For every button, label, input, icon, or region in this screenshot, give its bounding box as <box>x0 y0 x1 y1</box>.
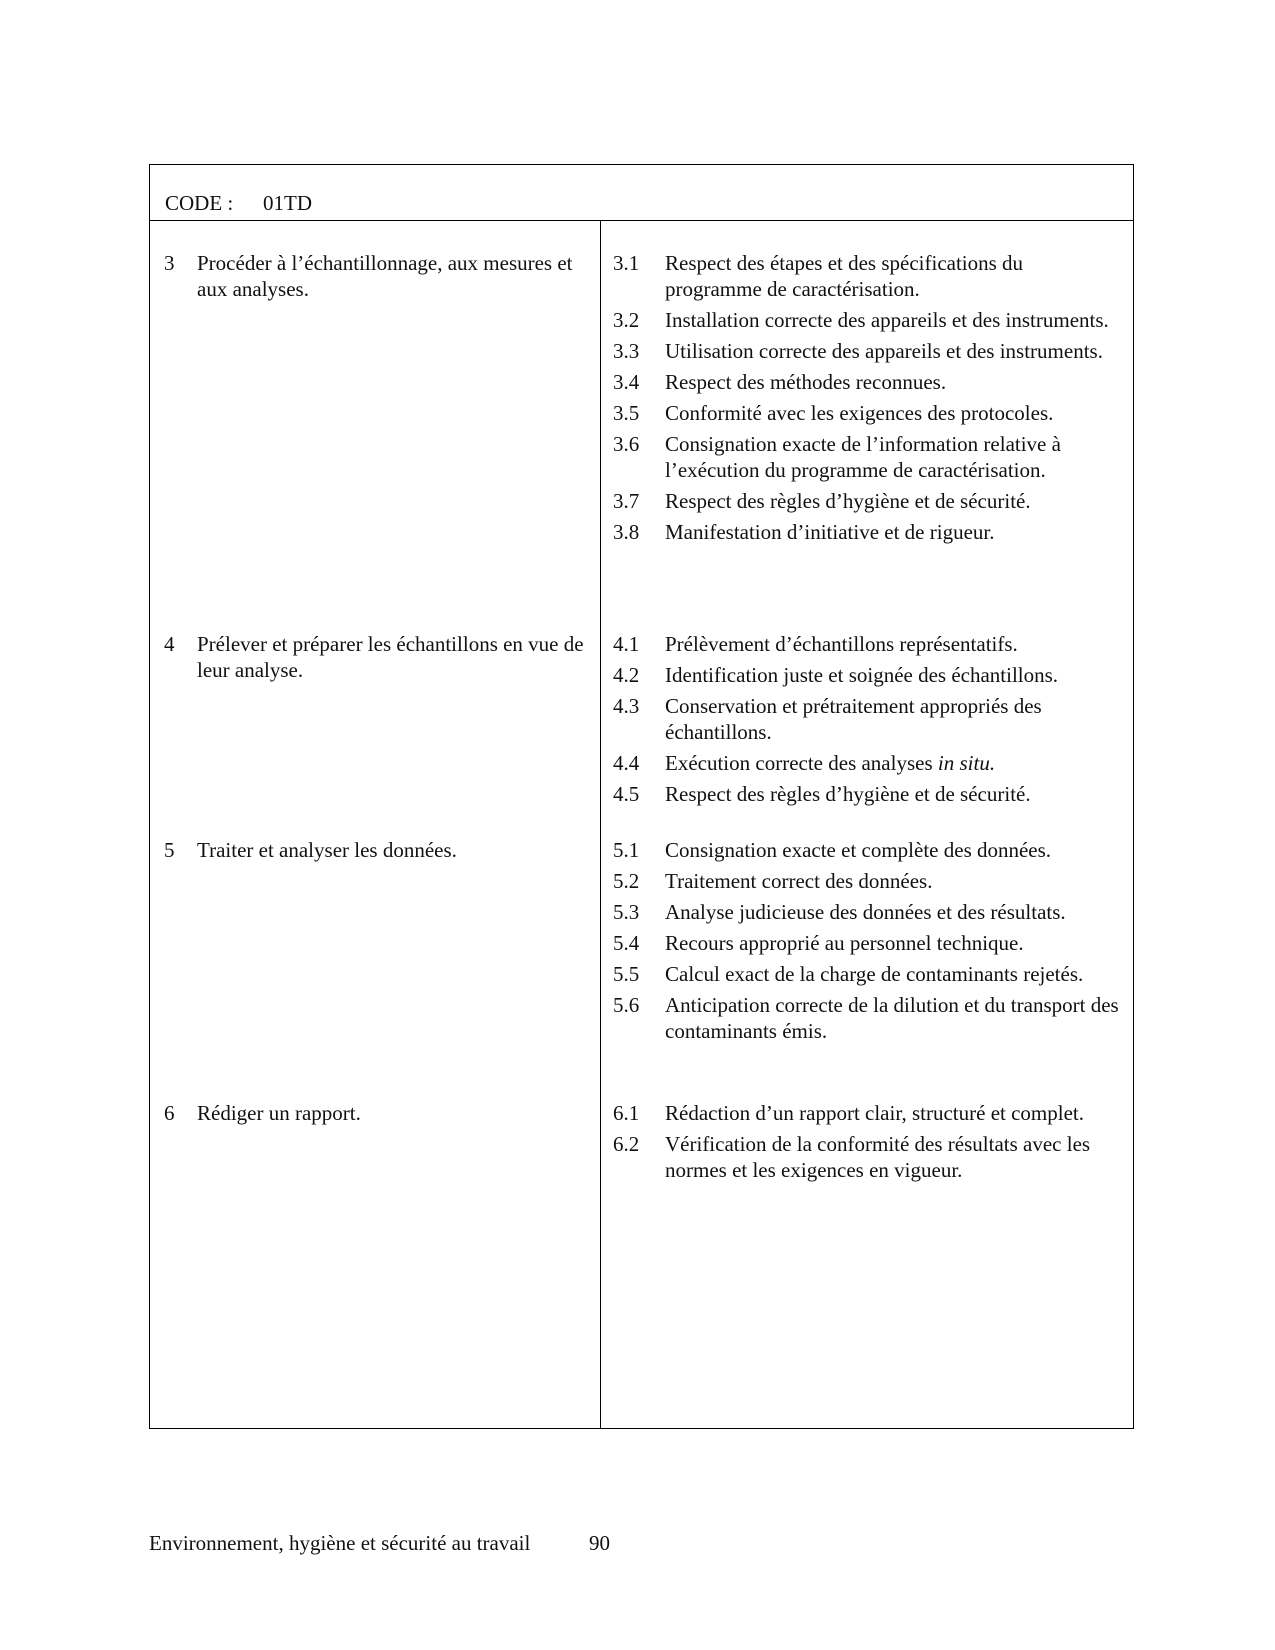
criterion-item <box>613 662 1123 688</box>
criterion-text: Rédaction d’un rapport clair, structuré et complet. <box>665 1101 1085 1125</box>
code-line <box>165 190 312 216</box>
page-footer <box>149 1530 610 1556</box>
criterion-text: Prélèvement d’échantillons représentatifs. <box>665 632 1018 656</box>
criterion-text: Utilisation correcte des appareils et des instruments. <box>665 339 1103 363</box>
criterion-item <box>613 519 1123 545</box>
element-number: 5 <box>164 838 175 862</box>
criterion-item <box>613 930 1123 956</box>
criterion-item <box>613 400 1123 426</box>
criterion-text: Vérification de la conformité des résultats avec les normes et les exigences en vigueur. <box>665 1132 1091 1182</box>
criterion-number: 6.1 <box>613 1101 640 1125</box>
criterion-text: Manifestation d’initiative et de rigueur. <box>665 520 995 544</box>
criterion-text: Respect des méthodes reconnues. <box>665 370 947 394</box>
criteria-list <box>613 1100 1123 1188</box>
criterion-item <box>613 837 1123 863</box>
criterion-text: Respect des règles d’hygiène et de sécurité. <box>665 782 1031 806</box>
criterion-text: Consignation exacte et complète des données. <box>665 838 1052 862</box>
criterion-item <box>613 369 1123 395</box>
criterion-text: Recours approprié au personnel technique. <box>665 931 1024 955</box>
criterion-item <box>613 1100 1123 1126</box>
criterion-number: 5.6 <box>613 993 640 1017</box>
criterion-number: 3.5 <box>613 401 640 425</box>
column-divider <box>600 220 601 1428</box>
criterion-number: 3.3 <box>613 339 640 363</box>
element-number: 6 <box>164 1101 175 1125</box>
criterion-text: Identification juste et soignée des échantillons. <box>665 663 1059 687</box>
criterion-number: 3.7 <box>613 489 640 513</box>
criterion-number: 5.1 <box>613 838 640 862</box>
criteria-list <box>613 250 1123 550</box>
element-number: 4 <box>164 632 175 656</box>
criterion-text: Exécution correcte des analyses <box>665 751 938 775</box>
criterion-item <box>613 992 1123 1044</box>
criterion-item <box>613 1131 1123 1183</box>
code-value: 01TD <box>263 191 312 215</box>
criterion-item <box>613 338 1123 364</box>
criterion-item <box>613 868 1123 894</box>
criterion-text: Installation correcte des appareils et des instruments. <box>665 308 1109 332</box>
element-text: Procéder à l’échantillonnage, aux mesures et aux analyses. <box>197 251 573 301</box>
criterion-item <box>613 488 1123 514</box>
criterion-italic-text: in situ. <box>937 751 996 775</box>
criterion-number: 6.2 <box>613 1132 640 1156</box>
criterion-text: Conformité avec les exigences des protocoles. <box>665 401 1054 425</box>
criterion-text: Traitement correct des données. <box>665 869 933 893</box>
criterion-number: 4.3 <box>613 694 640 718</box>
criterion-number: 4.5 <box>613 782 640 806</box>
criterion-number: 4.4 <box>613 751 640 775</box>
criterion-number: 5.2 <box>613 869 640 893</box>
element-text: Rédiger un rapport. <box>197 1101 361 1125</box>
criterion-item <box>613 631 1123 657</box>
footer-title: Environnement, hygiène et sécurité au travail <box>149 1531 531 1555</box>
element-text: Traiter et analyser les données. <box>197 838 457 862</box>
criterion-text: Calcul exact de la charge de contaminants rejetés. <box>665 962 1084 986</box>
criterion-text: Conservation et prétraitement appropriés des échantillons. <box>665 694 1042 744</box>
criterion-item <box>613 781 1123 807</box>
criterion-item <box>613 693 1123 745</box>
criterion-number: 4.2 <box>613 663 640 687</box>
criterion-number: 5.4 <box>613 931 640 955</box>
criterion-text: Respect des étapes et des spécifications du programme de caractérisation. <box>665 251 1024 301</box>
page-number: 90 <box>589 1531 610 1555</box>
criterion-item <box>613 431 1123 483</box>
code-row <box>150 165 1133 221</box>
criterion-number: 4.1 <box>613 632 640 656</box>
criterion-item <box>613 899 1123 925</box>
criterion-text: Analyse judicieuse des données et des résultats. <box>665 900 1066 924</box>
criterion-number: 3.4 <box>613 370 640 394</box>
criterion-number: 3.6 <box>613 432 640 456</box>
criterion-text: Respect des règles d’hygiène et de sécurité. <box>665 489 1031 513</box>
competency-table <box>149 164 1134 1429</box>
criterion-item <box>613 961 1123 987</box>
criterion-number: 3.2 <box>613 308 640 332</box>
criteria-list <box>613 837 1123 1049</box>
element-text: Prélever et préparer les échantillons en vue de leur analyse. <box>197 632 584 682</box>
code-label: CODE : <box>165 191 234 215</box>
element-number: 3 <box>164 251 175 275</box>
criterion-item <box>613 750 1123 776</box>
criterion-number: 3.8 <box>613 520 640 544</box>
criterion-number: 5.5 <box>613 962 640 986</box>
criterion-item <box>613 307 1123 333</box>
criterion-text: Anticipation correcte de la dilution et du transport des contaminants émis. <box>665 993 1119 1043</box>
criterion-number: 3.1 <box>613 251 640 275</box>
criteria-list <box>613 631 1123 812</box>
criterion-number: 5.3 <box>613 900 640 924</box>
criterion-text: Consignation exacte de l’information relative à l’exécution du programme de caractérisation. <box>665 432 1061 482</box>
criterion-item <box>613 250 1123 302</box>
